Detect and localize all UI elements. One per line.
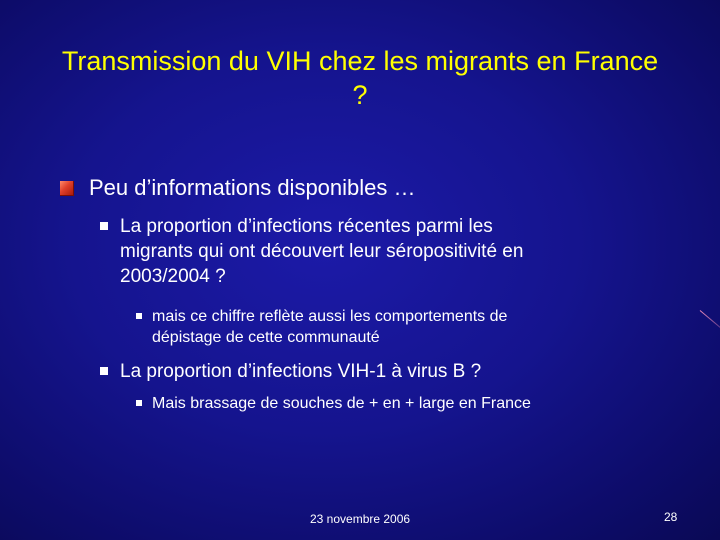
sub-bullet-square-icon [100,367,108,375]
sub-sub-bullet-square-icon [136,313,142,319]
title-line-1: Transmission du VIH chez les migrants en France [61,46,659,76]
sub-bullet-1-line-2: migrants qui ont découvert leur séropositivité en [120,241,524,262]
bullet-level1-text: Peu d’informations disponibles … [89,175,416,200]
sub-sub-bullet-2-text [152,393,531,414]
sub-sub-bullet-2-line-1: Mais brassage de souches de + en + large en France [152,395,531,412]
footer-date: 23 novembre 2006 [310,512,411,526]
sub-bullet-1-line-1: La proportion d’infections récentes parmi les [120,216,493,237]
sub-bullet-2-text [120,359,481,384]
sub-bullet-1-line-3: 2003/2004 ? [120,266,226,287]
decorative-line [700,310,720,331]
sub-sub-bullet-1-line-2: dépistage de cette communauté [152,329,380,346]
title-line-2: ? [352,80,368,110]
sub-bullet-square-icon [100,222,108,230]
slide-title [0,44,720,112]
sub-sub-bullet-square-icon [136,400,142,406]
sub-bullet-2-line-1: La proportion d’infections VIH-1 à virus B ? [120,361,482,382]
bullet-square-icon [60,181,74,196]
sub-bullet-1-text [120,214,523,289]
sub-sub-bullet-1-line-1: mais ce chiffre reflète aussi les comportements de [152,308,508,325]
page-number: 28 [664,510,678,524]
sub-sub-bullet-1-text [152,306,507,348]
